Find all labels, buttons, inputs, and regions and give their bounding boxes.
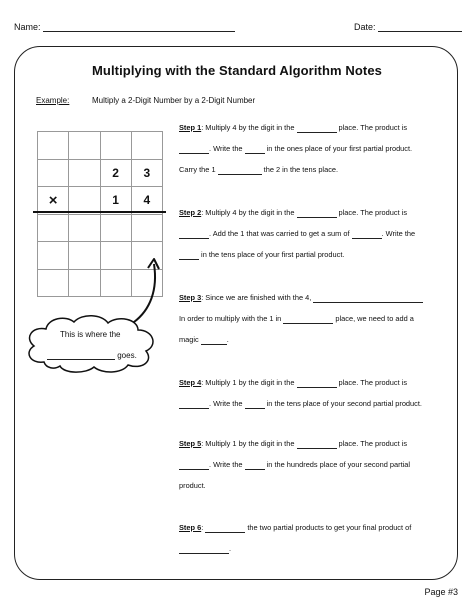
step-label: Step 1 <box>179 123 202 132</box>
answer-rule <box>33 211 166 213</box>
page-title: Multiplying with the Standard Algorithm Notes <box>91 63 382 78</box>
step-label: Step 6 <box>179 523 202 532</box>
cloud-text-2: goes. <box>47 351 137 360</box>
step-label: Step 5 <box>179 439 202 448</box>
multiply-sign: × <box>38 187 69 215</box>
step-label: Step 3 <box>179 293 202 302</box>
answer-blank[interactable] <box>218 167 262 175</box>
step-5: Step 5: Multiply 1 by the digit in the place. The product is . Write the in the hundreds place of your second partial product. <box>179 439 411 490</box>
answer-blank[interactable] <box>179 231 209 239</box>
grid-cell[interactable] <box>101 215 132 243</box>
grid-cell[interactable] <box>101 132 132 160</box>
grid-cell[interactable] <box>38 160 69 188</box>
cloud-text: This is where the <box>60 330 121 339</box>
answer-blank[interactable] <box>297 210 337 218</box>
grid-cell-digit: 1 <box>101 187 132 215</box>
grid-cell-digit: 3 <box>132 160 163 188</box>
answer-blank[interactable] <box>201 337 227 345</box>
grid-cell[interactable] <box>69 215 100 243</box>
grid-cell[interactable] <box>69 160 100 188</box>
grid-cell-digit: 4 <box>132 187 163 215</box>
answer-blank[interactable] <box>205 525 245 533</box>
grid-cell[interactable] <box>132 215 163 243</box>
answer-blank[interactable] <box>179 146 209 154</box>
grid-cell[interactable] <box>69 242 100 270</box>
date-line[interactable] <box>378 22 462 32</box>
example-label: Example: <box>36 96 70 105</box>
name-line[interactable] <box>43 22 235 32</box>
answer-blank[interactable] <box>297 125 337 133</box>
grid-cell[interactable] <box>38 132 69 160</box>
step-1: Step 1: Multiply 4 by the digit in the place. The product is . Write the in the ones place of your first partial product. Carry the 1 the 2 in the tens place. <box>179 123 413 174</box>
answer-blank[interactable] <box>179 462 209 470</box>
example-text: Multiply a 2-Digit Number by a 2-Digit Number <box>92 96 256 105</box>
answer-blank[interactable] <box>352 231 382 239</box>
name-label: Name: <box>14 22 41 32</box>
answer-blank[interactable] <box>179 401 209 409</box>
answer-blank[interactable] <box>283 316 333 324</box>
answer-blank[interactable] <box>47 352 115 360</box>
page-number: Page #3 <box>424 587 458 597</box>
answer-blank[interactable] <box>179 546 229 554</box>
answer-blank[interactable] <box>245 401 265 409</box>
grid-cell[interactable] <box>38 215 69 243</box>
date-field[interactable] <box>354 22 462 32</box>
step-label: Step 2 <box>179 208 202 217</box>
step-3: Step 3: Since we are finished with the 4, In order to multiply with the 1 in place, we need to add a magic . <box>179 292 423 345</box>
answer-blank[interactable] <box>245 146 265 154</box>
thought-cloud <box>22 312 158 374</box>
step-6: Step 6: the two partial products to get your final product of . <box>179 523 412 553</box>
step-2: Step 2: Multiply 4 by the digit in the place. The product is . Add the 1 that was carried to get a sum of . Write the in the tens place of your first partial product. <box>179 208 416 259</box>
step-label: Step 4 <box>179 378 202 387</box>
grid-cell[interactable] <box>38 242 69 270</box>
grid-cell[interactable] <box>69 132 100 160</box>
answer-blank[interactable] <box>297 380 337 388</box>
date-label: Date: <box>354 22 376 32</box>
answer-blank[interactable] <box>245 462 265 470</box>
answer-blank[interactable] <box>179 252 199 260</box>
name-field[interactable] <box>14 22 235 32</box>
grid-cell[interactable] <box>38 270 69 298</box>
answer-blank[interactable] <box>297 441 337 449</box>
step-4: Step 4: Multiply 1 by the digit in the place. The product is . Write the in the tens place of your second partial product. <box>179 378 422 408</box>
grid-cell[interactable] <box>132 132 163 160</box>
grid-cell[interactable] <box>69 270 100 298</box>
answer-blank[interactable] <box>313 295 423 303</box>
grid-cell-digit: 2 <box>101 160 132 188</box>
